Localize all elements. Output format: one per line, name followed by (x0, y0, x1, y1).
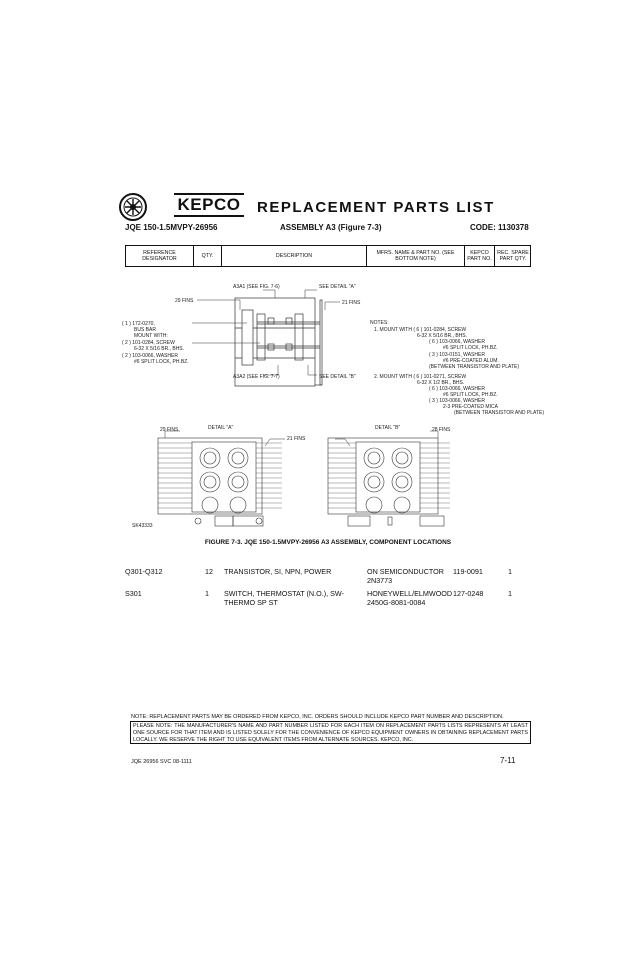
right-note-2: 1. MOUNT WITH ( 6 ) 101-0284, SCREW (374, 327, 467, 333)
left-note-5: 6-32 X 5/16 BR., BHS. (134, 346, 185, 352)
left-note-2: BUS BAR (134, 327, 156, 333)
label-29-fins-detail: 29 FINS (160, 427, 179, 433)
table-row (125, 589, 531, 609)
row-mfr: HONEYWELL/ELMWOOD (367, 589, 453, 598)
right-note-15: (BETWEEN TRANSISTOR AND PLATE) (454, 410, 545, 416)
row-spare: 1 (508, 589, 512, 598)
left-note-3: MOUNT WITH: (134, 333, 168, 339)
code-number: CODE: 1130378 (470, 223, 529, 232)
label-a3a2: A3A2 (SEE FIG. 7-7) (233, 374, 280, 380)
kepco-logo (174, 193, 244, 217)
row-spare: 1 (508, 567, 512, 576)
label-detail-b: DETAIL "B" (375, 425, 401, 431)
right-note-1: NOTES: (370, 320, 389, 326)
right-note-6: ( 3 ) 103-0151, WASHER (429, 352, 485, 358)
left-note-6: ( 2 ) 103-0066, WASHER (122, 353, 178, 359)
detail-b-view (328, 438, 450, 526)
left-note-4: ( 2 ) 101-0284, SCREW (122, 340, 175, 346)
right-note-3: 6-32 X 5/16 BR., BHS. (417, 333, 468, 339)
row-kepco-part: 127-0248 (453, 589, 484, 598)
right-note-12: #6 SPLIT LOCK, PH.BZ. (443, 392, 498, 398)
right-note-5: #6 SPLIT LOCK, PH.BZ. (443, 345, 498, 351)
col-spare-qty: REC. SPARE PART QTY. (497, 249, 529, 262)
right-note-9: 2. MOUNT WITH ( 6 ) 101-0271, SCREW (374, 374, 467, 380)
label-sk-number: SK43333 (132, 523, 153, 529)
row-mfr: ON SEMICONDUCTOR (367, 567, 444, 576)
row-desc: SWITCH, THERMOSTAT (N.O.), SW- (224, 589, 344, 598)
row-qty: 1 (205, 589, 209, 598)
right-note-13: ( 3 ) 103-0066, WASHER (429, 398, 485, 404)
top-assembly-view (235, 298, 322, 386)
right-note-4: ( 6 ) 103-0066, WASHER (429, 339, 485, 345)
left-note-7: #6 SPLIT LOCK, PH.BZ. (134, 359, 189, 365)
row-desc-2: THERMO SP ST (224, 598, 278, 607)
col-mfr-part: MFRS. NAME & PART NO. (SEE BOTTOM NOTE) (367, 246, 465, 266)
col-qty: QTY. (194, 246, 222, 266)
label-21-fins-detail: 21 FINS (287, 436, 306, 442)
right-note-10: 6-32 X 1/2 BR., BHS. (417, 380, 465, 386)
label-see-detail-b: SEE DETAIL "B" (319, 374, 356, 380)
right-note-7: #6 PRE-COATED ALUM. (443, 358, 499, 364)
model-number: JQE 150-1.5MVPY-26956 (125, 223, 218, 232)
document-id: JQE 26956 SVC 08-1111 (131, 759, 192, 765)
col-reference-designator: REFERENCE DESIGNATOR (126, 246, 194, 266)
label-29-fins-top: 29 FINS (175, 298, 194, 304)
page-title: REPLACEMENT PARTS LIST (257, 199, 495, 216)
col-kepco-part: KEPCO PART NO. (465, 246, 495, 266)
row-desc: TRANSISTOR, SI, NPN, POWER (224, 567, 332, 576)
assembly-reference: ASSEMBLY A3 (Figure 7-3) (280, 223, 382, 232)
manufacturer-disclaimer: PLEASE NOTE: THE MANUFACTURER'S NAME AND PART NUMBER LISTED FOR EACH ITEM ON REPLACEMENT PARTS LISTS REPRESENTS AT LEAST ONE SOURCE FOR THAT ITEM AND IS LISTED SOLELY FOR THE CONVENIENCE OF KEPCO EQUIPMENT OWNERS IN OBTAINING REPLACEMENT PARTS LOCALLY. WE RESERVE THE RIGHT TO USE EQUIVALENT ITEMS FROM ALTERNATE SOURCES. KEPCO, INC. (130, 721, 531, 744)
ordering-note: NOTE: REPLACEMENT PARTS MAY BE ORDERED FROM KEPCO, INC. ORDERS SHOULD INCLUDE KEPCO PART NUMBER AND DESCRIPTION. (131, 714, 504, 720)
kepco-emblem-icon (119, 193, 147, 221)
right-note-8: (BETWEEN TRANSISTOR AND PLATE) (429, 364, 520, 370)
figure-caption: FIGURE 7-3. JQE 150-1.5MVPY-26956 A3 ASSEMBLY, COMPONENT LOCATIONS (204, 539, 452, 546)
label-detail-a: DETAIL "A" (208, 425, 234, 431)
row-kepco-part: 119-0091 (453, 567, 483, 576)
column-header-table (125, 245, 531, 267)
right-note-11: ( 6 ) 103-0066, WASHER (429, 386, 485, 392)
label-see-detail-a: SEE DETAIL "A" (319, 284, 356, 290)
col-description: DESCRIPTION (222, 246, 367, 266)
row-qty: 12 (205, 567, 213, 576)
left-note-1: ( 1 ) 172-0270, (122, 321, 155, 327)
detail-a-view (158, 438, 282, 526)
row-mfr-part: 2N3773 (367, 576, 393, 585)
table-row (125, 567, 531, 587)
right-note-14: 2-3 PRE-COATED MICA (443, 404, 498, 410)
row-mfr-part: 2450G-8081-0084 (367, 598, 426, 607)
assembly-figure (120, 280, 545, 533)
row-ref: Q301-Q312 (125, 567, 163, 576)
label-a3a1: A3A1 (SEE FIG. 7-6) (233, 284, 280, 290)
label-28-fins-detail: 28 FINS (432, 427, 451, 433)
brand-name: KEPCO (177, 195, 241, 214)
label-21-fins-top: 21 FINS (342, 300, 361, 306)
row-ref: S301 (125, 589, 142, 598)
page-number: 7-11 (500, 756, 516, 765)
